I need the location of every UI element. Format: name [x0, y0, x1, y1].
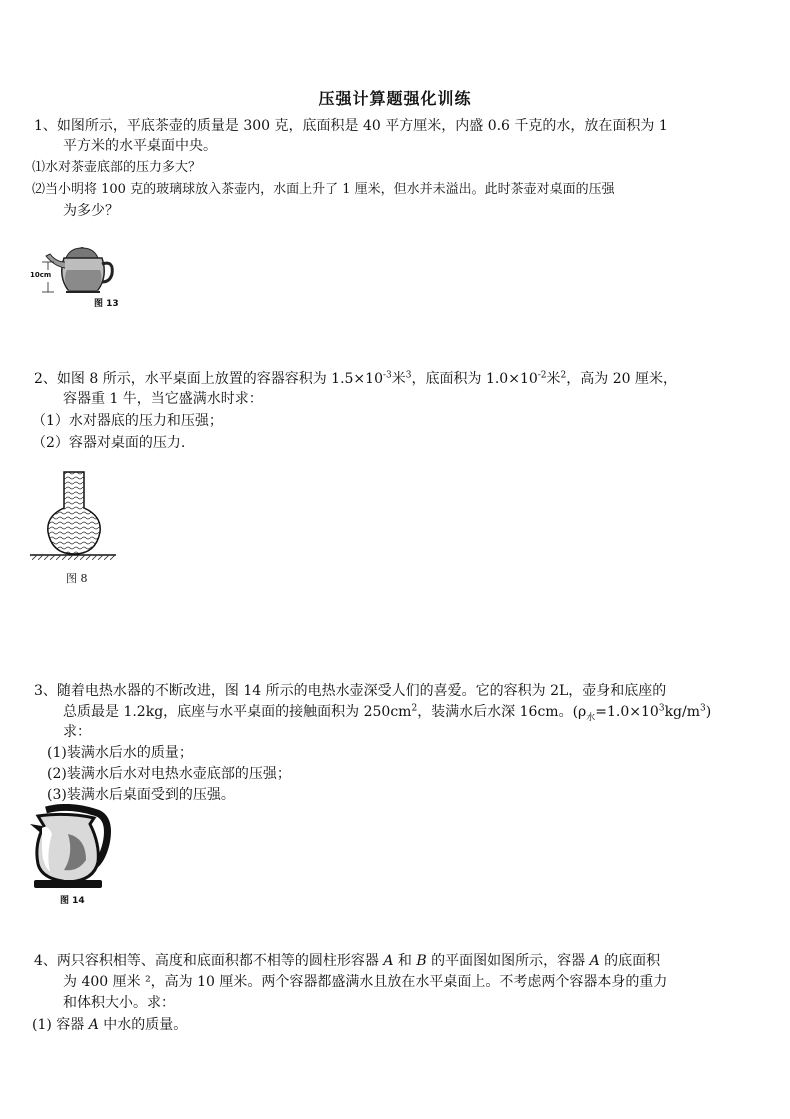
q4-line-1: 4、两只容积相等、高度和底面积都不相等的圆柱形容器 A 和 B 的平面图如图所示，容器 A 的底面积 [34, 953, 661, 969]
q4-part-1: (1) 容器 A 中水的质量。 [32, 1017, 188, 1033]
q3-line-2: 总质最是 1.2kg，底座与水平桌面的接触面积为 $250cm^2$，装满水后水深 16cm。$(\rho_水=1.0\times 10^3kg/m^3)$ [63, 703, 712, 723]
q3-line-3: 求： [63, 724, 91, 740]
kettle-figure [28, 804, 112, 890]
q2-line-2: 容器重 1 牛，当它盛满水时求： [63, 391, 263, 407]
q2-part-1: （1）水对器底的压力和压强； [32, 413, 223, 429]
q1-figure-caption: 图 13 [94, 299, 119, 309]
q1-dimension-label: 10cm [30, 271, 52, 279]
teapot-figure [30, 236, 120, 298]
q1-line-5: 为多少？ [63, 203, 119, 219]
page-title: 压强计算题强化训练 [318, 89, 472, 108]
q1-part-2: ⑵当小明将 100 克的玻璃球放入茶壶内，水面上升了 1 厘米，但水并未溢出。此时茶壶对桌面的压强 [32, 182, 615, 197]
q1-line-2: 平方米的水平桌面中央。 [63, 138, 217, 154]
q3-part-3: (3)装满水后桌面受到的压强。 [47, 787, 235, 803]
q4-line-3: 和体积大小。求： [63, 995, 175, 1011]
q3-part-2: (2)装满水后水对电热水壶底部的压强； [47, 766, 291, 782]
q4-line-2: 为 400 厘米 ²，高为 10 厘米。两个容器都盛满水且放在水平桌面上。不考虑两个容器本身的重力 [63, 974, 668, 990]
q3-figure-caption: 图 14 [60, 896, 85, 906]
q2-part-2: （2）容器对桌面的压力. [32, 435, 186, 451]
q1-line-1: 1、如图所示，平底茶壶的质量是 300 克，底面积是 40 平方厘米，内盛 0.6 千克的水，放在面积为 1 [34, 118, 668, 134]
flask-figure [26, 470, 122, 562]
q2-line-1: 2、如图 8 所示，水平桌面上放置的容器容积为 $1.5\times 10^{-3}$米$^3$，底面积为 $1.0\times 10^{-2}$米$^2$，高为 20 厘米， [34, 370, 677, 387]
q3-line-1: 3、随着电热水器的不断改进，图 14 所示的电热水壶深受人们的喜爱。它的容积为 2L，壶身和底座的 [34, 683, 667, 699]
q1-part-1: ⑴水对茶壶底部的压力多大？ [32, 160, 202, 175]
q3-part-1: (1)装满水后水的质量； [47, 745, 193, 761]
q2-figure-caption: 图 8 [66, 572, 88, 585]
